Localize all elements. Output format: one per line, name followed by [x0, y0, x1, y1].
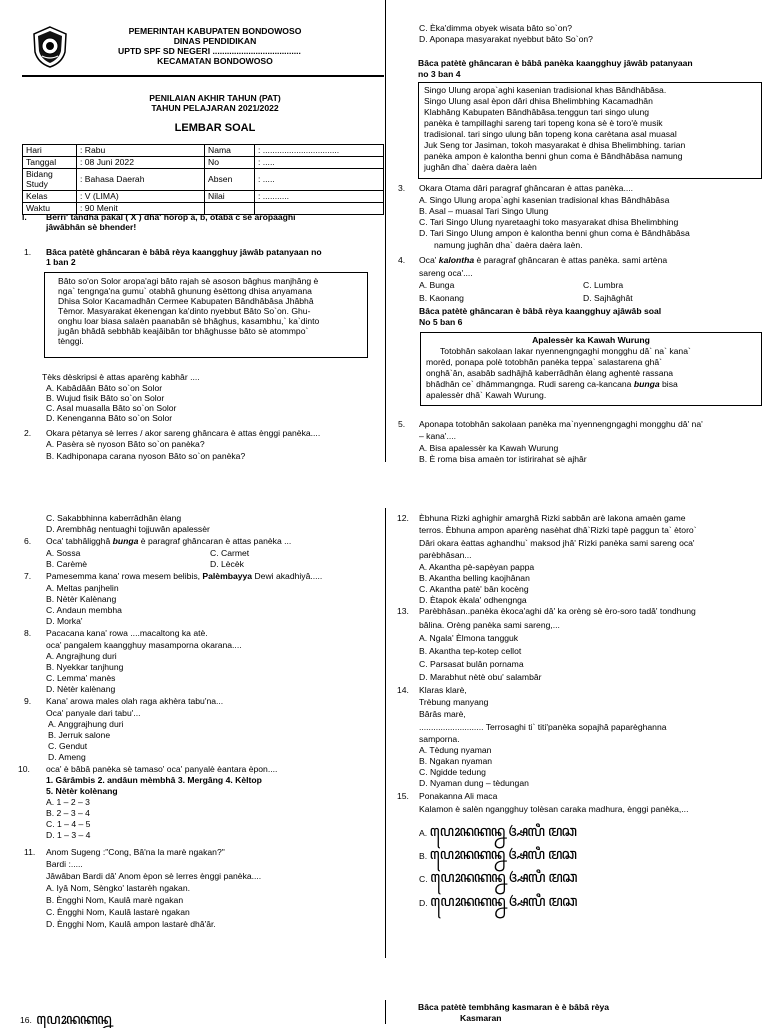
q15-text-2: Kalamon è salèn ngangghuy tolèsan caraka madhura, ènggi panèka,...: [419, 804, 689, 814]
javanese-script: ꦥꦺꦴꦤꦏꦤ꧀ꦤ ꦄꦭꦶ ꦩꦕ: [429, 845, 577, 863]
option-continued: namung jughân dha` daèra daèra laèn.: [434, 240, 583, 250]
q14-text: Klaras klarè,: [419, 685, 467, 695]
option[interactable]: B. Nètèr Kalènang: [46, 594, 117, 604]
q1-text: Tèks dèskripsi è attas aparèng kabhâr ....: [42, 372, 200, 382]
option[interactable]: D. ꦥꦺꦴꦤꦏꦤ꧀ꦤ ꦄꦭꦶ ꦩꦕ: [419, 892, 577, 910]
passage-line: onghu loar biasa salaèn paanabân sè bhâghus, kasambhu,` ka`dinto: [58, 316, 320, 326]
q3-text: Okara Otama dâri paragraf ghâncaran è attas panèka....: [419, 183, 634, 193]
option[interactable]: D. Nyaman dung – tèdungan: [419, 778, 529, 788]
section-header-2: Kasmaran: [460, 1013, 502, 1023]
option[interactable]: A. Akantha pè-sapèyan pappa: [419, 562, 535, 572]
javanese-script: ꦥꦺꦴꦤꦏꦤ꧀ꦤ ꦄꦭꦶ ꦩꦕ: [429, 868, 577, 886]
option[interactable]: B. Carèmè: [46, 559, 88, 569]
option[interactable]: A. Angrajhung duri: [46, 651, 117, 661]
instruction-number: I.: [22, 212, 27, 222]
passage-line: jughân dha` daèra daèra laèn: [424, 162, 537, 172]
q10-number: 10.: [18, 764, 30, 774]
q11-text-3: Jâwâban Bardi dâ' Anom èpon sè lerres ènggi panèka....: [46, 871, 262, 881]
option[interactable]: B. Akantha tep-kotep cellot: [419, 646, 522, 656]
option[interactable]: C. Asal muasalla Bâto so`on Solor: [46, 403, 177, 413]
info-row: Waktu : 90 Menit: [23, 202, 384, 214]
column-divider: [385, 1000, 386, 1024]
option[interactable]: B. Èngghi Nom, Kaulâ marè ngakan: [46, 895, 184, 905]
option[interactable]: D. Nètèr kalènang: [46, 684, 116, 694]
info-row: Kelas : V (LIMA) Nilai : ...........: [23, 190, 384, 202]
option[interactable]: D. 1 – 3 – 4: [46, 830, 91, 840]
q12-number: 12.: [397, 513, 409, 523]
q4-text: Oca' kalontha è paragraf ghâncaran è attas panèka. sami artèna: [419, 255, 668, 265]
q12-text: Èbhuna Rizki aghighir amarghâ Rizki sabbân arè lakona amaèn game: [419, 513, 686, 523]
option[interactable]: B. Ngakan nyaman: [419, 756, 493, 766]
q7-number: 7.: [24, 571, 32, 581]
option[interactable]: D. Èngghi Nom, Kaulâ ampon lastarè dhâ'âr.: [46, 919, 216, 929]
exam-title: PENILAIAN AKHIR TAHUN (PAT): [149, 93, 281, 103]
passage-line: Singo Ulung aropa`aghi kasenian tradisional khas Bândhâbâsa.: [424, 85, 667, 95]
option[interactable]: C. Lemma' manès: [46, 673, 116, 683]
javanese-script: ꦥꦺꦴꦤꦏꦤ꧀ꦤ ꦄꦭꦶ ꦩꦕ: [429, 892, 577, 910]
passage-line: panèka è tampillaghi sareng tari topeng kona sè è toro'è musik: [424, 118, 663, 128]
section-header: Bâca patètè ghâncaran è bâbâ panèka kaangghuy jâwâb patanyaan: [418, 58, 693, 68]
option[interactable]: B. Wujud fisik Bâto so`on Solor: [46, 393, 165, 403]
option[interactable]: B. Kaonang: [419, 293, 464, 303]
q13-number: 13.: [397, 606, 409, 616]
q12-text-4: parèbhâsan...: [419, 550, 472, 560]
q6-number: 6.: [24, 536, 32, 546]
passage-title: Apalessèr ka Kawah Wurung: [532, 335, 650, 345]
q13-text: Parèbhâsan..panèka èkoca'aghi dâ' ka orèng sè èro-soro tadâ' tondhung: [419, 606, 696, 616]
option[interactable]: A. Tèdung nyaman: [419, 745, 492, 755]
header-line1: PEMERINTAH KABUPATEN BONDOWOSO: [128, 26, 302, 36]
q15-text: Ponakanna Ali maca: [419, 791, 498, 801]
option[interactable]: D. Kenenganna Bâto so`on Solor: [46, 413, 173, 423]
page-title: LEMBAR SOAL: [174, 122, 256, 134]
option[interactable]: C. Gendut: [48, 741, 88, 751]
section-header: Bâca patètè ghâncaran è bâbâ rèya kaangghuy ajâwâb soal: [419, 306, 662, 316]
q5-number: 5.: [398, 419, 406, 429]
q15-number: 15.: [397, 791, 409, 801]
passage-line: Tèmor. Masyarakat èkenengan ka'dinto nyebbut Bâto So`on. Ghu-: [58, 306, 311, 316]
passage-line: onghâ`ân, asabâb sadhâjhâ kaberrâdhân èlang aghentè rassana: [426, 368, 674, 378]
option[interactable]: A. Bisa apalessèr ka Kawah Wurung: [419, 443, 559, 453]
info-table: [22, 144, 384, 215]
q16-javanese: ꦥꦺꦴꦤꦏꦤ꧀ꦤ: [36, 1010, 111, 1028]
option[interactable]: B. 2 – 3 – 4: [46, 808, 90, 818]
q4-text-2: sareng oca'....: [419, 268, 473, 278]
passage-line: bhâdhân ce` dhâmmangnga. Rudi sareng ca-kancana bunga bisa: [426, 379, 678, 389]
option[interactable]: A. Pasèra sè nyoson Bâto so`on panèka?: [46, 439, 205, 449]
exam-year: TAHUN PELAJARAN 2021/2022: [151, 103, 279, 113]
section-header: Bâca patètè tembhâng kasmaran è è bâbâ rèya: [418, 1002, 610, 1012]
option[interactable]: B. ꦥꦺꦴꦤꦏꦤ꧀ꦤ ꦄꦭꦶ ꦩꦕ: [419, 845, 577, 863]
option[interactable]: C. Akantha patè' bân kocèng: [419, 584, 529, 594]
option[interactable]: C. Carmet: [210, 548, 250, 558]
passage-line: jugân bhâdâ sebbhâb keajâibân tor bhâghusse bâto sè atommpo`: [58, 326, 309, 336]
option[interactable]: D. Aponapa masyarakat nyebbut bâto So`on?: [419, 34, 593, 44]
q6-text: Oca' tabhâligghâ bunga è paragraf ghâncaran è attas panèka ...: [46, 536, 292, 546]
q12-text-3: Dâri okara èattas aghandhu` maksod jhâ' Rizki panèka sami sareng oca': [419, 538, 695, 548]
bondowoso-logo: [32, 26, 68, 68]
option[interactable]: A. Ngala' Èlmona tangguk: [419, 633, 519, 643]
header-line2: DINAS PENDIDIKAN: [173, 36, 257, 46]
option[interactable]: A. ꦥꦺꦴꦤꦏꦤ꧀ꦤ ꦄꦭꦶ ꦩꦕ: [419, 822, 577, 840]
option[interactable]: C. Sakabbhinna kaberrâdhân èlang: [46, 513, 182, 523]
option[interactable]: C. Ngidde tedung: [419, 767, 486, 777]
option[interactable]: D. Marabhut nètè obu' salambâr: [419, 672, 542, 682]
q3-number: 3.: [398, 183, 406, 193]
option[interactable]: A. Anggrajhung duri: [48, 719, 124, 729]
passage-line: panèka ampon è kalontha benni ghun coma è Bândhâbâsa namung: [424, 151, 683, 161]
q13-text-2: bâlina. Orèng panèka sami sareng,...: [419, 620, 560, 630]
q5-text: Aponapa totobhân sakolaan panèka ma`nyennengngaghi mongghu dâ' na': [419, 419, 703, 429]
instruction-text-2: jâwâbhân sè bhender!: [46, 222, 137, 232]
q2-text: Okara pètanya sè lerres / akor sareng ghâncara è attas ènggi panèka....: [46, 428, 321, 438]
q11-text-2: Bardi :.....: [46, 859, 83, 869]
option[interactable]: A. Meltas panjhelin: [46, 583, 119, 593]
option[interactable]: B. Nyekkar tanjhung: [46, 662, 124, 672]
option[interactable]: D. Ameng: [48, 752, 86, 762]
passage-line: Dhisa Solor Kacamadhân Cermee Kabupaten Bândhâbâsa Jhâbhâ: [58, 296, 314, 306]
q14-text-4: ........................... Terrosaghi ti` titi'panèka sopajhâ paparèghanna: [419, 722, 667, 732]
q4-number: 4.: [398, 255, 406, 265]
q7-text: Pamesemma kana' rowa mesem belibis, Palèmbayya Dewi akadhiyâ.....: [46, 571, 323, 581]
option[interactable]: D. Tari Singo Ulung ampon è kalontha benni ghun coma è Bândhâbâsa: [419, 228, 690, 238]
option[interactable]: B. Akantha belling kaojhânan: [419, 573, 530, 583]
option[interactable]: C. ꦥꦺꦴꦤꦏꦤ꧀ꦤ ꦄꦭꦶ ꦩꦕ: [419, 868, 577, 886]
option[interactable]: A. 1 – 2 – 3: [46, 797, 90, 807]
option[interactable]: A. Sossa: [46, 548, 81, 558]
option[interactable]: A. Kabâdâân Bâto so`on Solor: [46, 383, 163, 393]
section-header-2: No 5 ban 6: [419, 317, 463, 327]
option[interactable]: A. Bunga: [419, 280, 455, 290]
passage-line: tradisional. tari singo ulung bân topeng kona carètana asal muasal: [424, 129, 677, 139]
info-row: Bidang Study : Bahasa Daerah Absen : .....: [23, 169, 384, 191]
header-line3: UPTD SPF SD NEGERI .....................................: [118, 46, 301, 56]
option[interactable]: C. Parsasat bulân pornama: [419, 659, 524, 669]
q16-number: 16.: [20, 1015, 32, 1025]
q5-text-2: – kana'....: [419, 431, 456, 441]
q9-text: Kana' arowa males olah raga akhèra tabu'na...: [46, 696, 224, 706]
passage-line: nga` tengnga'na gumu` otabhâ ghunung èsèttong dhisa anyamana: [58, 286, 312, 296]
q10-items: 1. Gârâmbis 2. andâun mèmbhâ 3. Mergâng 4. Kèltop: [46, 775, 262, 785]
passage-line: morèd, ponapa polè totobhân panèka teppa` salastarena ghâ`: [426, 357, 663, 367]
option[interactable]: D. Morka': [46, 616, 83, 626]
q14-text-5: samporna.: [419, 734, 460, 744]
javanese-script: ꦥꦺꦴꦤꦏꦤ꧀ꦤ ꦄꦭꦶ ꦩꦕ: [429, 822, 577, 840]
column-divider: [385, 0, 386, 462]
q8-text: Pacacana kana' rowa ....macaltong ka atè.: [46, 628, 208, 638]
option[interactable]: D. Sajhâghât: [583, 293, 633, 303]
q8-number: 8.: [24, 628, 32, 638]
instruction-text: Berri' tandhâ pakal ( X ) dhâ' horop a, b, otabâ c sè aropaaghi: [46, 212, 296, 222]
option[interactable]: A. Iyâ Nom, Sèngko' lastarèh ngakan.: [46, 883, 190, 893]
q14-text-2: Trèbung manyang: [419, 697, 489, 707]
q8-text-2: oca' pangalem kaangghuy masamporna okarana....: [46, 640, 242, 650]
passage-line: Totobhân sakolaan lakar nyennengngaghi mongghu dâ` na` kana`: [440, 346, 691, 356]
passage-line: Juk Seng tor Jasiman, tokoh masyarakat è dhisa Bhelimbhing. tarian: [424, 140, 686, 150]
passage-line: Singo Ulung asal èpon dâri dhisa Bhelimbhing Kacamadhân: [424, 96, 653, 106]
q9-number: 9.: [24, 696, 32, 706]
option[interactable]: B. Asal – muasal Tari Singo Ulung: [419, 206, 549, 216]
option[interactable]: B. È roma bisa amaèn tor istirirahat sè ajhâr: [419, 454, 587, 464]
section-header-2: no 3 ban 4: [418, 69, 461, 79]
q2-number: 2.: [24, 428, 32, 438]
option[interactable]: B. Kadhiponapa carana nyoson Bâto so`on panèka?: [46, 451, 246, 461]
passage-line: tènggi.: [58, 336, 84, 346]
q9-text-2: Oca' panyale dari tabu'...: [46, 708, 141, 718]
option[interactable]: C. 1 – 4 – 5: [46, 819, 91, 829]
q11-number: 11.: [24, 847, 36, 857]
q10-items-2: 5. Nètèr kolènang: [46, 786, 118, 796]
q1-number: 1.: [24, 247, 32, 257]
passage-line: Klabhâng Kabupaten Bândhâbâsa.tenggun tari singo ulung: [424, 107, 650, 117]
passage-line: Bâto so'on Solor aropa'agi bâto rajah sè asoson bâghus manjhâng è: [58, 276, 319, 286]
info-row: Tanggal : 08 Juni 2022 No : .....: [23, 157, 384, 169]
q12-text-2: terros. Èbhuna ampon aparèng nasèhat dhâ`Rizki tapè paggun ta` ètoro`: [419, 525, 697, 535]
q11-text: Anom Sugeng :"Cong, Bâ'na la marè ngakan?": [46, 847, 225, 857]
info-row: Hari : Rabu Nama : ................................: [23, 145, 384, 157]
passage-line: apalessèr dhâ` Kawah Wurung.: [426, 390, 547, 400]
option[interactable]: C. Tari Singo Ulung nyaretaaghi toko masyarakat dhisa Bhelimbhing: [419, 217, 679, 227]
q14-text-3: Bârâs marè,: [419, 709, 466, 719]
q14-number: 14.: [397, 685, 409, 695]
option[interactable]: C. Andaun membha: [46, 605, 122, 615]
option[interactable]: D. Lècèk: [210, 559, 244, 569]
q1-header: Bâca patètè ghâncaran è bâbâ rèya kaangghuy jâwâb patanyaan no: [46, 247, 322, 257]
column-divider: [385, 508, 386, 958]
option[interactable]: C. Lumbra: [583, 280, 624, 290]
option[interactable]: C. Èka'dimma obyek wisata bâto so`on?: [419, 23, 573, 33]
option[interactable]: D. Arembhâg nentuaghi tojjuwân apalessèr: [46, 524, 210, 534]
option[interactable]: C. Èngghi Nom, Kaulâ lastarè ngakan: [46, 907, 190, 917]
q1-header-2: 1 ban 2: [46, 257, 76, 267]
option[interactable]: A. Singo Ulung aropa`aghi kasenian tradisional khas Bândhâbâsa: [419, 195, 670, 205]
header-divider: [22, 75, 384, 77]
option[interactable]: D. Ètapok èkala' odhengnga: [419, 595, 527, 605]
header-line4: KECAMATAN BONDOWOSO: [157, 56, 273, 66]
option[interactable]: B. Jerruk salone: [48, 730, 111, 740]
q10-text: oca' è bâbâ panèka sè tamaso' oca' panyalè èantara èpon....: [46, 764, 278, 774]
